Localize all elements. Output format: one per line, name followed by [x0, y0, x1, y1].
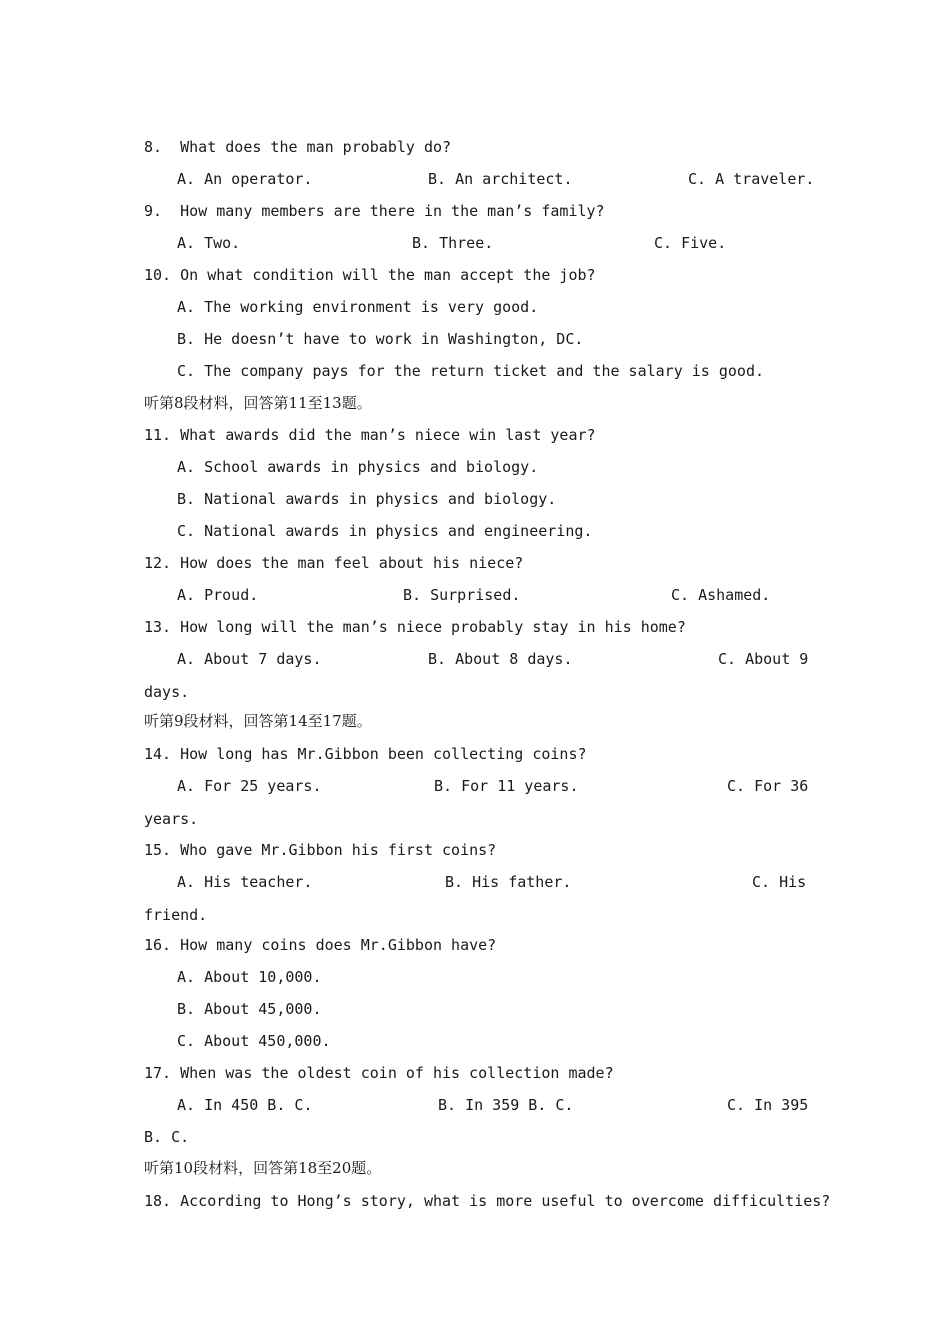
question-8-option-b: B. An architect. [428, 170, 573, 188]
question-17-option-a: A. In 450 B. C. [177, 1096, 313, 1114]
question-14-option-c: C. For 36 [727, 777, 809, 795]
question-17-stem: 17. When was the oldest coin of his collection made? [144, 1064, 614, 1082]
section-8-instruction: 听第8段材料，回答第11至13题。 [144, 394, 372, 412]
question-16-option-a: A. About 10,000. [177, 968, 322, 986]
question-15-option-a: A. His teacher. [177, 873, 313, 891]
question-8-stem: 8. What does the man probably do? [144, 138, 452, 156]
question-14-stem: 14. How long has Mr.Gibbon been collecting coins? [144, 745, 587, 763]
question-8-option-c: C. A traveler. [688, 170, 815, 188]
question-12-stem: 12. How does the man feel about his niece? [144, 554, 524, 572]
question-15-option-b: B. His father. [445, 873, 572, 891]
question-14-option-a: A. For 25 years. [177, 777, 322, 795]
question-11-option-b: B. National awards in physics and biology. [177, 490, 557, 508]
question-13-option-c-continued: days. [144, 683, 190, 701]
question-17-option-c-continued: B. C. [144, 1128, 190, 1146]
question-9-option-b: B. Three. [412, 234, 494, 252]
question-14-option-b: B. For 11 years. [434, 777, 579, 795]
question-15-stem: 15. Who gave Mr.Gibbon his first coins? [144, 841, 497, 859]
question-12-option-c: C. Ashamed. [671, 586, 771, 604]
question-18-stem: 18. According to Hong’s story, what is more useful to overcome difficulties? [144, 1192, 831, 1210]
question-11-option-c: C. National awards in physics and engineering. [177, 522, 593, 540]
question-17-option-b: B. In 359 B. C. [438, 1096, 574, 1114]
question-16-option-b: B. About 45,000. [177, 1000, 322, 1018]
question-13-option-c: C. About 9 [718, 650, 809, 668]
question-13-option-a: A. About 7 days. [177, 650, 322, 668]
question-12-option-a: A. Proud. [177, 586, 259, 604]
question-13-option-b: B. About 8 days. [428, 650, 573, 668]
question-15-option-c-continued: friend. [144, 906, 208, 924]
section-10-instruction: 听第10段材料，回答第18至20题。 [144, 1159, 382, 1177]
question-16-option-c: C. About 450,000. [177, 1032, 331, 1050]
question-11-option-a: A. School awards in physics and biology. [177, 458, 539, 476]
question-15-option-c: C. His [752, 873, 807, 891]
question-8-option-a: A. An operator. [177, 170, 313, 188]
question-14-option-c-continued: years. [144, 810, 199, 828]
question-12-option-b: B. Surprised. [403, 586, 521, 604]
question-16-stem: 16. How many coins does Mr.Gibbon have? [144, 936, 497, 954]
question-13-stem: 13. How long will the man’s niece probably stay in his home? [144, 618, 686, 636]
question-10-option-c: C. The company pays for the return ticket and the salary is good. [177, 362, 764, 380]
question-10-option-b: B. He doesn’t have to work in Washington, DC. [177, 330, 584, 348]
question-9-option-a: A. Two. [177, 234, 241, 252]
question-10-stem: 10. On what condition will the man accept the job? [144, 266, 596, 284]
question-9-option-c: C. Five. [654, 234, 727, 252]
question-17-option-c: C. In 395 [727, 1096, 809, 1114]
question-9-stem: 9. How many members are there in the man’s family? [144, 202, 605, 220]
section-9-instruction: 听第9段材料，回答第14至17题。 [144, 712, 372, 730]
question-10-option-a: A. The working environment is very good. [177, 298, 539, 316]
question-11-stem: 11. What awards did the man’s niece win last year? [144, 426, 596, 444]
